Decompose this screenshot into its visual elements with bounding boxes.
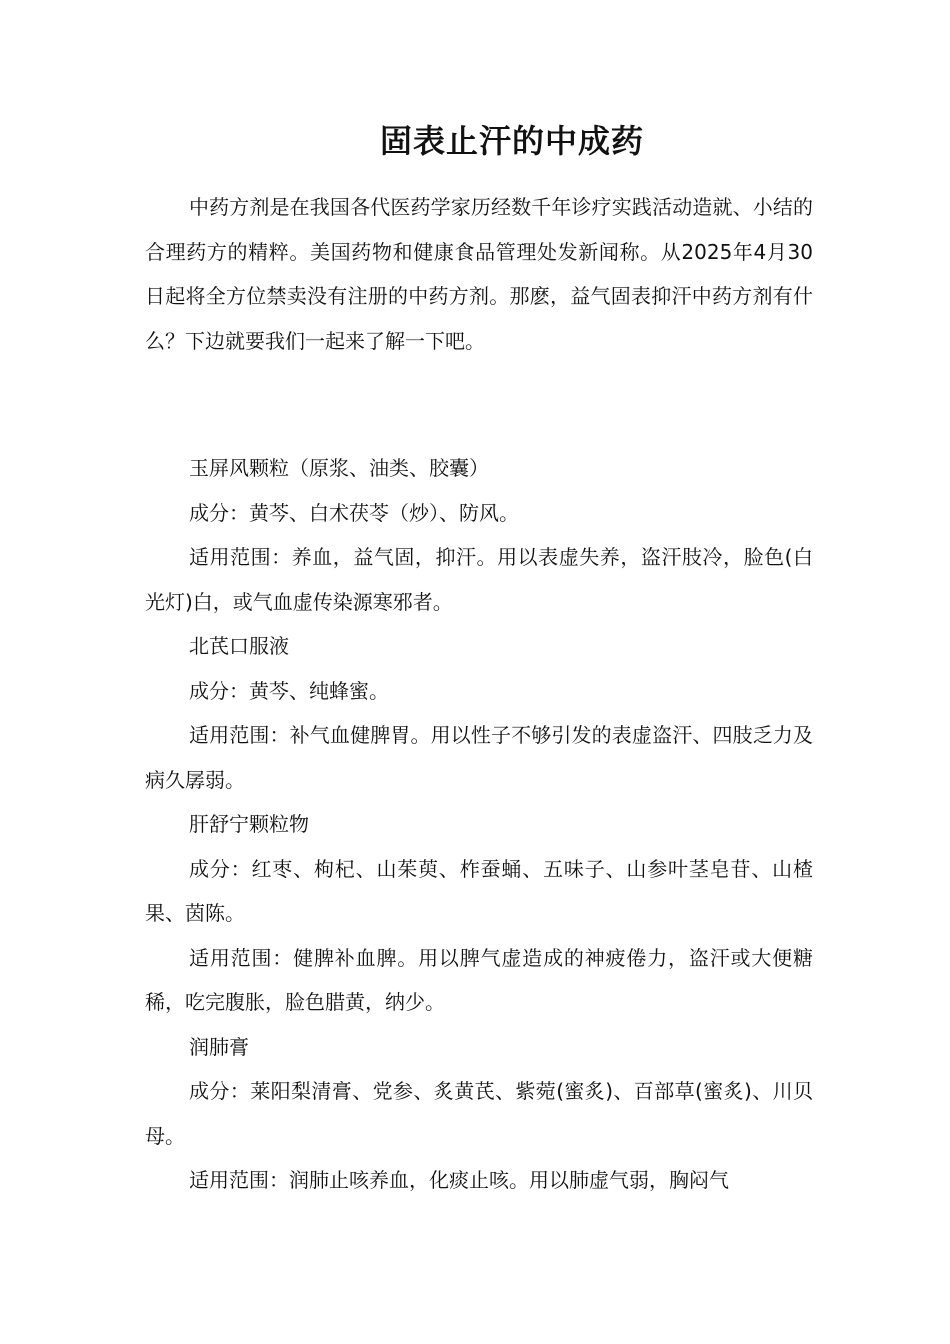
document-title: 固表止汗的中成药 bbox=[379, 122, 644, 160]
medicine-name: 北芪口服液 bbox=[189, 634, 289, 658]
medicine-name: 肝舒宁颗粒物 bbox=[189, 812, 309, 836]
section-spacer bbox=[145, 363, 813, 446]
medicine-ingredients: 成分：黄芩、纯蜂蜜。 bbox=[189, 678, 389, 703]
medicine-usage: 适用范围：润肺止咳养血，化痰止咳。用以肺虚气弱，胸闷气 bbox=[189, 1168, 729, 1192]
medicine-usage: 适用范围：补气血健脾胃。用以性子不够引发的表虚盗汗、四肢乏力及病久孱弱。 bbox=[145, 723, 813, 792]
medicine-ingredients: 成分：莱阳梨清膏、党参、炙黄芪、紫菀(蜜炙)、百部草(蜜炙)、川贝母。 bbox=[145, 1079, 813, 1148]
document-body bbox=[145, 185, 813, 1203]
intro-paragraph: 中药方剂是在我国各代医药学家历经数千年诊疗实践活动造就、小结的合理药方的精粹。美国药物和健康食品管理处发新闻称。从2025年4月30日起将全方位禁卖没有注册的中药方剂。那麽，益气固表抑汗中药方剂有什么？下边就要我们一起来了解一下吧。 bbox=[145, 195, 813, 353]
medicine-ingredients: 成分：红枣、枸杞、山茱萸、柞蚕蛹、五味子、山参叶茎皂苷、山楂果、茵陈。 bbox=[145, 856, 813, 925]
medicine-usage: 适用范围：健脾补血脾。用以脾气虚造成的神疲倦力，盗汗或大便糖稀，吃完腹胀，脸色腊黄，纳少。 bbox=[145, 945, 813, 1014]
medicine-usage: 适用范围：养血，益气固，抑汗。用以表虚失养，盗汗肢冷，脸色(白光灯)白，或气血虚传染源寒邪者。 bbox=[145, 545, 813, 614]
medicine-list bbox=[145, 446, 813, 1203]
medicine-ingredients: 成分：黄芩、白术茯苓（炒）、防风。 bbox=[189, 500, 519, 525]
medicine-name: 玉屏风颗粒（原浆、油类、胶囊） bbox=[189, 456, 489, 480]
medicine-name: 润肺膏 bbox=[189, 1034, 249, 1059]
